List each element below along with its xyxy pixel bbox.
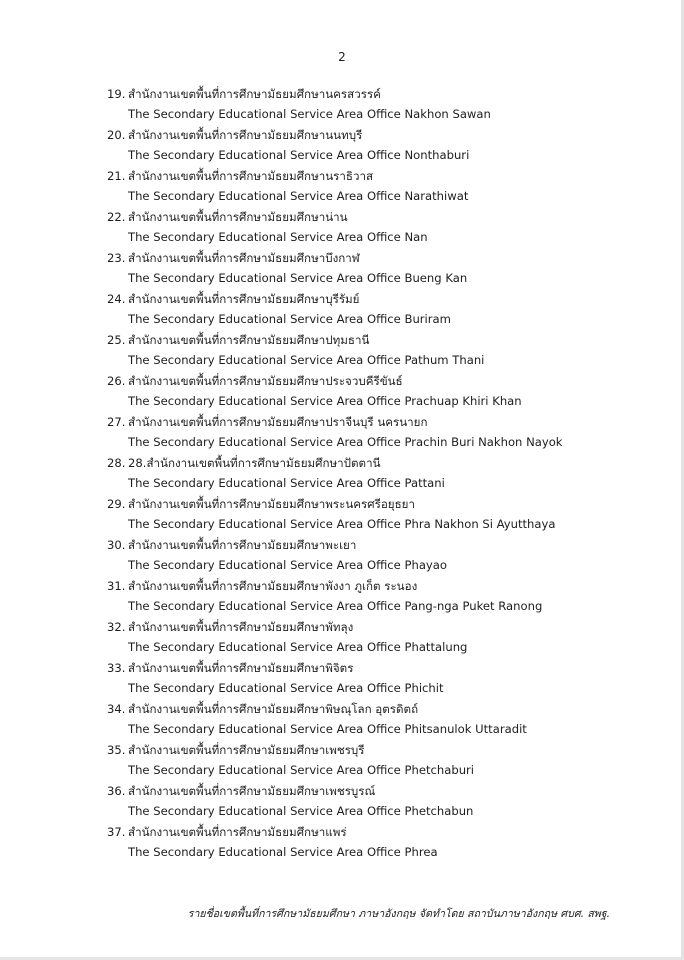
entry-thai-name: สำนักงานเขตพื้นที่การศึกษามัธยมศึกษาแพร่ (128, 825, 347, 839)
entry-thai-name: สำนักงานเขตพื้นที่การศึกษามัธยมศึกษาพระนครศรีอยุธยา (128, 497, 415, 511)
entry-english-name: The Secondary Educational Service Area Office Nakhon Sawan (128, 107, 491, 121)
entry-thai-name: สำนักงานเขตพื้นที่การศึกษามัธยมศึกษาพะเยา (128, 538, 357, 552)
list-item (0, 205, 684, 246)
entry-number: 31. (107, 579, 126, 593)
entry-number: 25. (107, 333, 126, 347)
entry-thai-name: สำนักงานเขตพื้นที่การศึกษามัธยมศึกษาพัทลุง (128, 620, 354, 634)
entry-number: 23. (107, 251, 126, 265)
entry-thai-name: สำนักงานเขตพื้นที่การศึกษามัธยมศึกษาพิจิตร (128, 661, 354, 675)
list-item (0, 123, 684, 164)
entry-thai-name: สำนักงานเขตพื้นที่การศึกษามัธยมศึกษาบุรีรัมย์ (128, 292, 360, 306)
entry-number: 19. (107, 87, 126, 101)
entry-number: 30. (107, 538, 126, 552)
entry-number: 36. (107, 784, 126, 798)
list-item (0, 615, 684, 656)
list-item (0, 779, 684, 820)
entry-number: 28. (107, 456, 126, 470)
list-item (0, 164, 684, 205)
entry-number: 27. (107, 415, 126, 429)
entry-english-name: The Secondary Educational Service Area Office Narathiwat (128, 189, 469, 203)
entry-english-name: The Secondary Educational Service Area Office Phichit (128, 681, 444, 695)
entry-english-name: The Secondary Educational Service Area Office Nan (128, 230, 428, 244)
entry-thai-name: สำนักงานเขตพื้นที่การศึกษามัธยมศึกษาปทุมธานี (128, 333, 370, 347)
list-item (0, 533, 684, 574)
list-item (0, 574, 684, 615)
entry-number: 22. (107, 210, 126, 224)
entry-number: 32. (107, 620, 126, 634)
entry-thai-name: สำนักงานเขตพื้นที่การศึกษามัธยมศึกษาเพชรบุรี (128, 743, 365, 757)
entry-number: 33. (107, 661, 126, 675)
entry-english-name: The Secondary Educational Service Area Office Pang-nga Puket Ranong (128, 599, 543, 613)
footer-note: รายชื่อเขตพื้นที่การศึกษามัธยมศึกษา ภาษาอังกฤษ จัดทำโดย สถาบันภาษาอังกฤษ ศบศ. สพฐ. (187, 908, 610, 920)
entry-english-name: The Secondary Educational Service Area Office Pattani (128, 476, 445, 490)
entry-english-name: The Secondary Educational Service Area Office Nonthaburi (128, 148, 470, 162)
list-item (0, 287, 684, 328)
entry-number: 21. (107, 169, 126, 183)
list-item (0, 451, 684, 492)
office-list (0, 82, 684, 861)
entry-english-name: The Secondary Educational Service Area Office Phrea (128, 845, 438, 859)
list-item (0, 738, 684, 779)
entry-number: 20. (107, 128, 126, 142)
entry-english-name: The Secondary Educational Service Area Office Phattalung (128, 640, 468, 654)
entry-english-name: The Secondary Educational Service Area Office Phayao (128, 558, 447, 572)
entry-english-name: The Secondary Educational Service Area Office Phetchabun (128, 804, 474, 818)
entry-english-name: The Secondary Educational Service Area Office Prachuap Khiri Khan (128, 394, 522, 408)
entry-thai-name: สำนักงานเขตพื้นที่การศึกษามัธยมศึกษาบึงกาฬ (128, 251, 360, 265)
entry-number: 35. (107, 743, 126, 757)
entry-thai-name: สำนักงานเขตพื้นที่การศึกษามัธยมศึกษาเพชรบูรณ์ (128, 784, 376, 798)
entry-thai-name: 28.สำนักงานเขตพื้นที่การศึกษามัธยมศึกษาปัตตานี (128, 456, 381, 470)
entry-number: 24. (107, 292, 126, 306)
entry-thai-name: สำนักงานเขตพื้นที่การศึกษามัธยมศึกษาพิษณุโลก อุตรดิตถ์ (128, 702, 419, 716)
entry-english-name: The Secondary Educational Service Area Office Phetchaburi (128, 763, 475, 777)
entry-thai-name: สำนักงานเขตพื้นที่การศึกษามัธยมศึกษานครสวรรค์ (128, 87, 381, 101)
entry-english-name: The Secondary Educational Service Area Office Pathum Thani (128, 353, 485, 367)
list-item (0, 328, 684, 369)
entry-number: 26. (107, 374, 126, 388)
entry-thai-name: สำนักงานเขตพื้นที่การศึกษามัธยมศึกษานนทบุรี (128, 128, 363, 142)
list-item (0, 492, 684, 533)
list-item (0, 820, 684, 861)
list-item (0, 369, 684, 410)
list-item (0, 697, 684, 738)
entry-english-name: The Secondary Educational Service Area Office Phitsanulok Uttaradit (128, 722, 527, 736)
list-item (0, 656, 684, 697)
entry-thai-name: สำนักงานเขตพื้นที่การศึกษามัธยมศึกษาประจวบคีรีขันธ์ (128, 374, 403, 388)
entry-thai-name: สำนักงานเขตพื้นที่การศึกษามัธยมศึกษาน่าน (128, 210, 348, 224)
entry-english-name: The Secondary Educational Service Area Office Phra Nakhon Si Ayutthaya (128, 517, 556, 531)
entry-english-name: The Secondary Educational Service Area Office Bueng Kan (128, 271, 468, 285)
entry-thai-name: สำนักงานเขตพื้นที่การศึกษามัธยมศึกษานราธิวาส (128, 169, 374, 183)
entry-thai-name: สำนักงานเขตพื้นที่การศึกษามัธยมศึกษาปราจีนบุรี นครนายก (128, 415, 428, 429)
entry-english-name: The Secondary Educational Service Area Office Buriram (128, 312, 451, 326)
entry-english-name: The Secondary Educational Service Area Office Prachin Buri Nakhon Nayok (128, 435, 563, 449)
list-item (0, 410, 684, 451)
entry-number: 29. (107, 497, 126, 511)
entry-number: 34. (107, 702, 126, 716)
list-item (0, 246, 684, 287)
entry-thai-name: สำนักงานเขตพื้นที่การศึกษามัธยมศึกษาพังงา ภูเก็ต ระนอง (128, 579, 418, 593)
entry-number: 37. (107, 825, 126, 839)
page-number: 2 (338, 50, 346, 64)
list-item (0, 82, 684, 123)
